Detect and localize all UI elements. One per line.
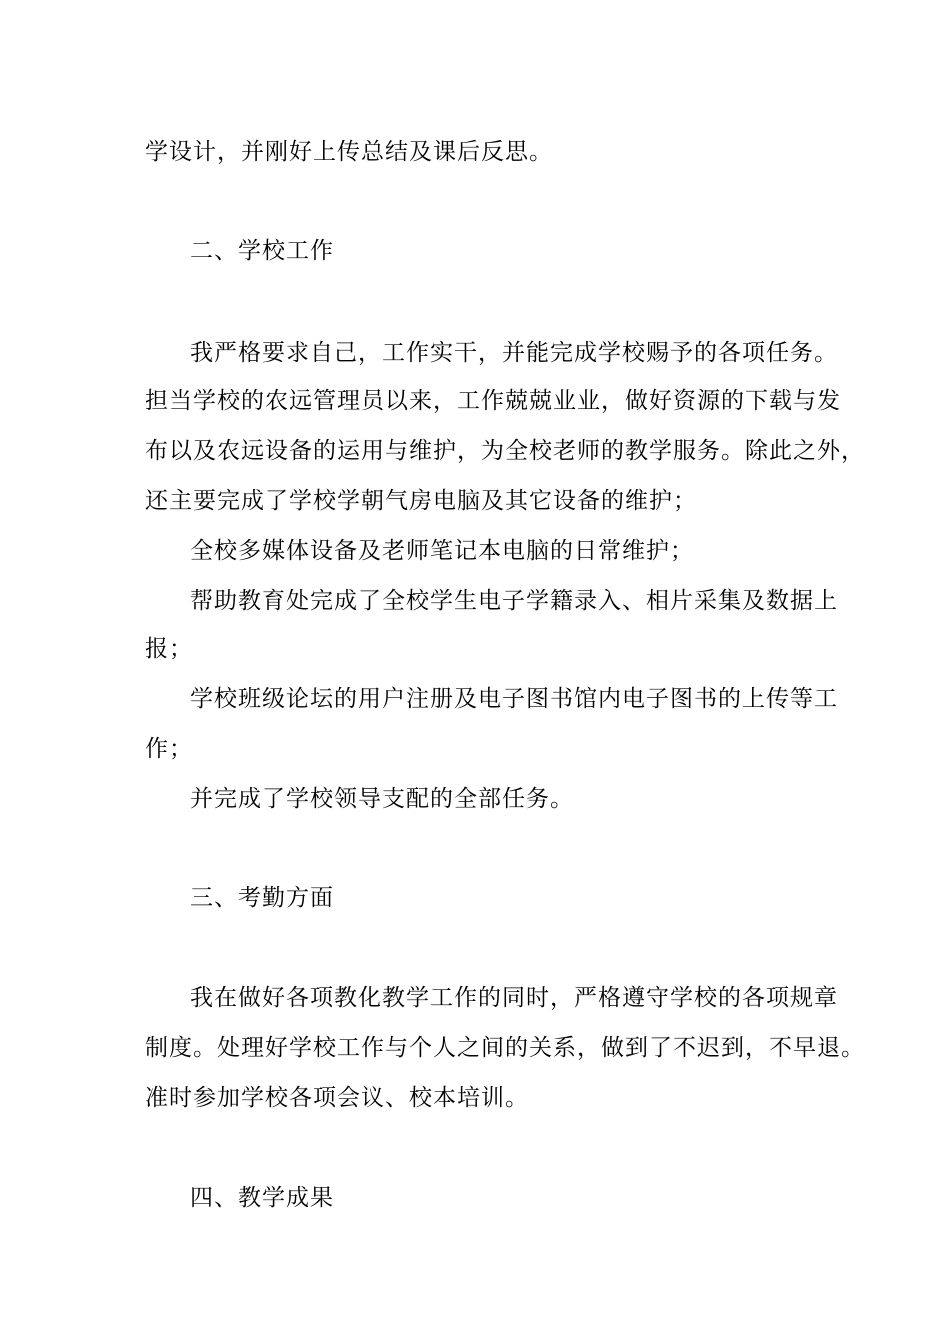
paragraph-line: 我严格要求自己，工作实干，并能完成学校赐予的各项任务。 <box>190 340 838 366</box>
paragraph-line: 准时参加学校各项会议、校本培训。 <box>145 1085 529 1111</box>
paragraph-line: 作； <box>145 736 193 762</box>
paragraph-line: 学设计，并刚好上传总结及课后反思。 <box>145 139 553 165</box>
paragraph-line: 制度。处理好学校工作与个人之间的关系，做到了不迟到，不早退。 <box>145 1035 865 1061</box>
paragraph-line: 报； <box>145 636 193 662</box>
paragraph-line: 并完成了学校领导支配的全部任务。 <box>190 786 574 812</box>
section-heading-school-work: 二、学校工作 <box>190 238 334 264</box>
paragraph-line: 还主要完成了学校学朝气房电脑及其它设备的维护； <box>145 488 697 514</box>
paragraph-line: 帮助教育处完成了全校学生电子学籍录入、相片采集及数据上 <box>190 588 838 614</box>
paragraph-line: 我在做好各项教化教学工作的同时，严格遵守学校的各项规章 <box>190 985 838 1011</box>
section-heading-attendance: 三、考勤方面 <box>190 885 334 911</box>
paragraph-line: 全校多媒体设备及老师笔记本电脑的日常维护； <box>190 538 694 564</box>
paragraph-line: 学校班级论坛的用户注册及电子图书馆内电子图书的上传等工 <box>190 686 838 712</box>
section-heading-teaching-results: 四、教学成果 <box>190 1185 334 1211</box>
paragraph-line: 担当学校的农远管理员以来，工作兢兢业业，做好资源的下载与发 <box>145 388 841 414</box>
paragraph-line: 布以及农远设备的运用与维护，为全校老师的教学服务。除此之外， <box>145 438 865 464</box>
